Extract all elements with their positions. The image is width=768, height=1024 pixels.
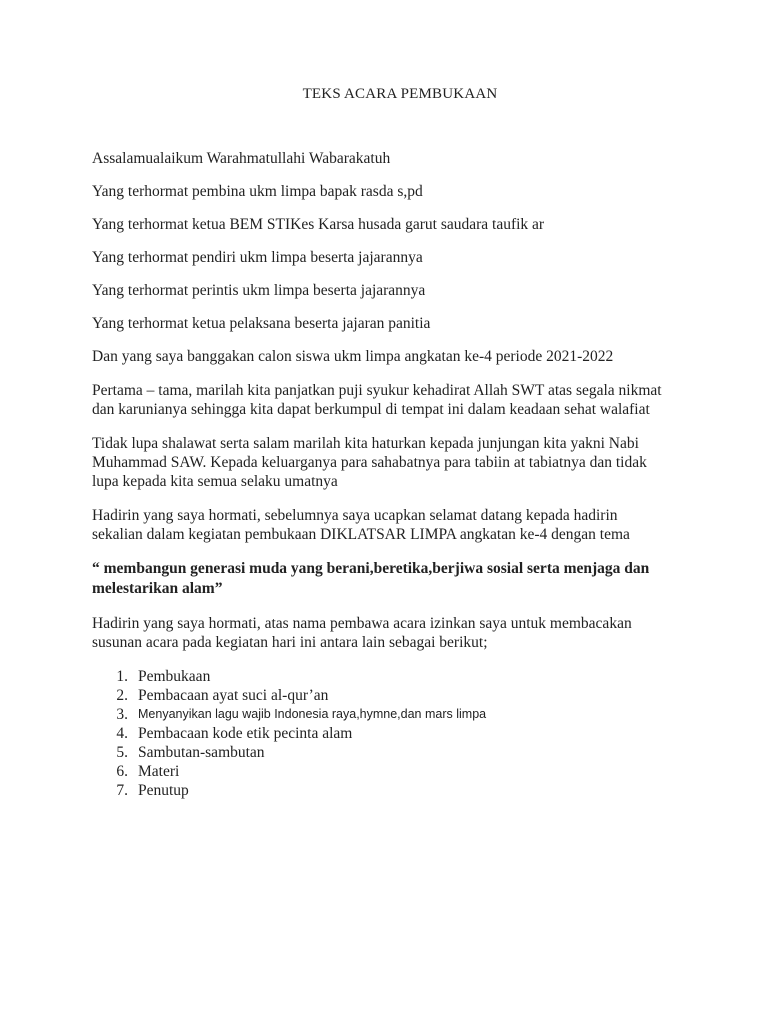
agenda-item-number: 3. — [116, 706, 128, 723]
document-body — [92, 86, 672, 800]
agenda-item-text: Pembacaan kode etik pecinta alam — [138, 725, 353, 742]
document-title: TEKS ACARA PEMBUKAAN — [302, 86, 498, 102]
agenda-item-text: Pembacaan ayat suci al-qur’an — [138, 687, 329, 704]
paragraph-puji-syukur: Pertama – tama, marilah kita panjatkan puji syukur kehadirat Allah SWT atas segala nikmat dan karunianya sehingga kita dapat berkumpul di tempat ini dalam keadaan sehat walafiat — [92, 382, 662, 418]
salutation-ketua-pelaksana: Yang terhormat ketua pelaksana beserta jajaran panitia — [92, 315, 431, 332]
salutation-pendiri: Yang terhormat pendiri ukm limpa beserta jajarannya — [92, 249, 423, 266]
agenda-item-number: 1. — [116, 668, 128, 685]
agenda-item — [92, 724, 672, 743]
agenda-item — [92, 705, 672, 724]
agenda-item-number: 4. — [116, 725, 128, 742]
agenda-item-text: Pembukaan — [138, 668, 211, 685]
agenda-item-number: 6. — [116, 763, 128, 780]
greeting: Assalamualaikum Warahmatullahi Wabarakatuh — [92, 150, 391, 167]
agenda-item-number: 7. — [116, 782, 128, 799]
event-theme: “ membangun generasi muda yang berani,beretika,berjiwa sosial serta menjaga dan melestarikan alam” — [92, 560, 650, 597]
agenda-item-text: Penutup — [138, 782, 189, 799]
agenda-item-number: 2. — [116, 687, 128, 704]
paragraph-shalawat: Tidak lupa shalawat serta salam marilah kita haturkan kepada junjungan kita yakni Nabi Muhammad SAW. Kepada keluarganya para sahabatnya para tabiin at tabiatnya dan tidak lupa kepada kita semua selaku umatnya — [92, 435, 647, 490]
agenda-intro: Hadirin yang saya hormati, atas nama pembawa acara izinkan saya untuk membacakan susunan acara pada kegiatan hari ini antara lain sebagai berikut; — [92, 615, 632, 651]
agenda-item — [92, 762, 672, 781]
agenda-item-text: Materi — [138, 763, 180, 780]
salutation-pembina: Yang terhormat pembina ukm limpa bapak rasda s,pd — [92, 183, 423, 200]
agenda-item — [92, 743, 672, 762]
agenda-item — [92, 686, 672, 705]
agenda-list — [92, 667, 672, 800]
paragraph-selamat-datang: Hadirin yang saya hormati, sebelumnya saya ucapkan selamat datang kepada hadirin sekalian dalam kegiatan pembukaan DIKLATSAR LIMPA angkatan ke-4 dengan tema — [92, 507, 630, 543]
salutation-perintis: Yang terhormat perintis ukm limpa beserta jajarannya — [92, 282, 426, 299]
salutation-calon-siswa: Dan yang saya banggakan calon siswa ukm limpa angkatan ke-4 periode 2021-2022 — [92, 348, 614, 365]
salutation-ketua-bem: Yang terhormat ketua BEM STIKes Karsa husada garut saudara taufik ar — [92, 216, 545, 233]
agenda-item-text: Sambutan-sambutan — [138, 744, 265, 761]
agenda-item-text: Menyanyikan lagu wajib Indonesia raya,hymne,dan mars limpa — [138, 707, 487, 721]
agenda-item — [92, 781, 672, 800]
agenda-item-number: 5. — [116, 744, 128, 761]
agenda-item — [92, 667, 672, 686]
